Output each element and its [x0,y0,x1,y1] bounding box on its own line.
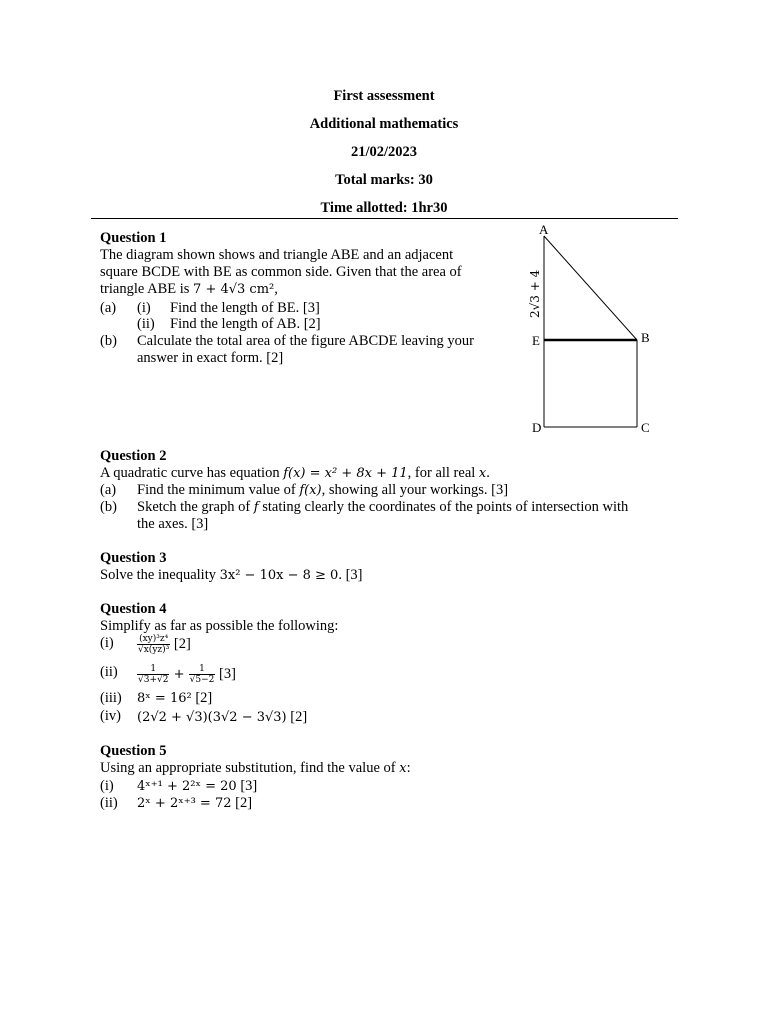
question-1-line-3-text: triangle ABE is [100,281,194,297]
part-a-label: (a) [100,300,117,316]
q2-part-a-post: , showing all your workings. [3] [321,482,509,498]
header-divider [91,218,678,219]
q2-part-a-pre: Find the minimum value of [137,482,300,498]
q4-part-ii-expression [137,664,236,685]
question-2-stem-end: . [486,465,490,481]
q4-part-i-mark: [2] [170,635,191,652]
part-a-ii-text: Find the length of AB. [2] [170,316,321,332]
vertex-label-c: C [641,420,650,435]
triangle-area-expression: 7 + 4√3 cm² [193,282,275,297]
q4-part-ii-f1-numerator: 1 [137,664,169,675]
question-5-stem-end: : [406,760,411,776]
q4-part-iii-label: (iii) [100,690,122,706]
q2-part-b-math: f [253,500,259,515]
vertex-label-e: E [532,333,540,348]
question-1-heading: Question 1 [100,230,167,246]
question-2-stem [100,465,490,482]
q4-part-ii-mark: [3] [215,665,236,682]
q4-part-ii-fraction-2 [189,664,216,685]
question-1-line-3-end: , [274,281,278,297]
q4-part-iii-expression [137,690,212,707]
q4-part-i-label: (i) [100,635,114,651]
side-length-label: 2√3 + 4 [528,269,542,318]
q5-part-i-math: 4ˣ⁺¹ + 2²ˣ = 20 [137,779,237,794]
question-3-heading: Question 3 [100,550,167,566]
assessment-date: 21/02/2023 [350,144,418,160]
part-b-line-1: Calculate the total area of the figure ABCDE leaving your [137,333,475,349]
q5-part-i-label: (i) [100,778,114,794]
vertex-label-b: B [641,330,650,345]
q4-part-i-expression [137,634,191,655]
question-5-stem-text: Using an appropriate substitution, find the value of [100,760,400,776]
question-3-pre: Solve the inequality [100,567,220,583]
question-5-stem [100,760,411,777]
q2-part-b-text [137,499,628,516]
question-4-heading: Question 4 [100,601,167,617]
q4-part-ii-f2-numerator: 1 [189,664,216,675]
q2-part-a-math: f(x) [299,483,322,498]
subject-title: Additional mathematics [309,116,459,132]
vertex-label-d: D [532,420,542,435]
q4-part-iv-label: (iv) [100,708,121,724]
quadratic-equation: f(x) = x² + 8x + 11 [283,466,408,481]
q4-part-i-denominator: √x(yz)³ [138,645,170,655]
q2-part-a-label: (a) [100,482,117,498]
geometry-diagram [520,222,670,438]
q5-part-ii-expression [137,795,252,812]
assessment-title: First assessment [333,88,435,104]
q5-part-ii-math: 2ˣ + 2ˣ⁺³ = 72 [137,796,232,811]
question-1-line-3 [100,281,278,298]
inequality-expression: 3x² − 10x − 8 ≥ 0 [219,568,339,583]
q4-part-iv-math: (2√2 + √3)(3√2 − 3√3) [137,710,287,725]
question-1-line-1: The diagram shown shows and triangle ABE and an adjacent [100,247,454,263]
question-2-stem-text: A quadratic curve has equation [100,465,284,481]
part-b-label: (b) [100,333,117,349]
q4-part-i-fraction [137,634,170,655]
q5-variable-x: x [399,761,407,776]
q4-part-ii-f2-denominator: √5−2 [189,675,215,685]
question-2-heading: Question 2 [100,448,167,464]
q4-part-iv-mark: [2] [286,709,308,725]
q4-part-ii-plus: + [169,666,189,682]
q5-part-ii-label: (ii) [100,795,118,811]
question-3-text [100,567,362,584]
part-a-i-text: Find the length of BE. [3] [170,300,320,316]
q4-part-ii-fraction-1 [137,664,169,685]
q4-part-iv-expression [137,709,307,726]
edge-ab [544,236,637,340]
q2-part-b-label: (b) [100,499,117,515]
q5-part-i-expression [137,778,257,795]
q2-part-b-post: stating clearly the coordinates of the points of intersection with [258,499,629,515]
q4-part-i-numerator: (xy)³z⁴ [137,634,170,645]
total-marks: Total marks: 30 [335,172,433,188]
q4-part-ii-f1-denominator: √3+√2 [138,675,169,685]
vertex-label-a: A [539,222,549,237]
part-a-ii-label: (ii) [137,316,155,332]
question-3-post: . [3] [338,567,363,583]
q4-part-iii-math: 8ˣ = 16² [137,691,192,706]
part-b-line-2: answer in exact form. [2] [137,350,284,366]
question-4-stem: Simplify as far as possible the following: [100,618,339,634]
part-a-i-label: (i) [137,300,151,316]
question-1-line-2: square BCDE with BE as common side. Given that the area of [100,264,462,280]
variable-x: x [478,466,487,481]
q2-part-b-line-2: the axes. [3] [137,516,209,532]
q5-part-i-mark: [3] [236,778,258,794]
q2-part-a-text [137,482,508,499]
q4-part-iii-mark: [2] [191,690,213,706]
question-2-stem-mid: , for all real [407,465,479,481]
time-allotted: Time allotted: 1hr30 [320,200,448,216]
q5-part-ii-mark: [2] [231,795,253,811]
q4-part-ii-label: (ii) [100,664,118,680]
question-5-heading: Question 5 [100,743,167,759]
q2-part-b-pre: Sketch the graph of [137,499,254,515]
